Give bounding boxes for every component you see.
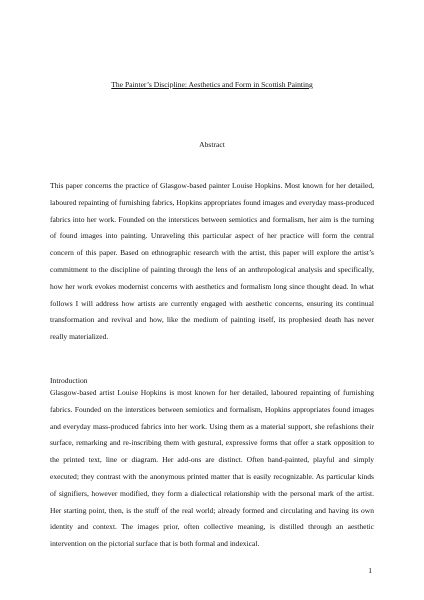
page-number: 1 bbox=[368, 566, 372, 575]
paper-title: The Painter’s Discipline: Aesthetics and Form in Scottish Painting bbox=[111, 80, 313, 89]
abstract-paragraph: This paper concerns the practice of Glasgow-based painter Louise Hopkins. Most known for her detailed, laboured repainting of furnishing fabrics, Hopkins appropriates found images and everyday mass-produced fabrics into her work. Founded on the interstices between semiotics and formalism, her aim is the turning of found images into painting. Unraveling this particular aspect of her practice will form the central concern of this paper. Based on ethnographic research with the artist, this paper will explore the artist’s commitment to the discipline of painting through the lens of an anthropological analysis and specifically, how her work evokes modernist concerns with aesthetics and formalism long since thought dead. In what follows I will address how artists are currently engaged with aesthetic concerns, ensuring its continual transformation and revival and how, like the medium of painting itself, its prophesied death has never really materialized. bbox=[50, 181, 374, 342]
introduction-heading: Introduction bbox=[50, 376, 88, 385]
abstract-heading: Abstract bbox=[199, 140, 225, 149]
introduction-paragraph: Glasgow-based artist Louise Hopkins is most known for her detailed, laboured repainting of furnishing fabrics. Founded on the interstices between semiotics and formalism, Hopkins appropriates found images and everyday mass-produced fabrics into her work. Using them as a material support, she refashions their surface, remarking and re-inscribing them with gestural, expressive forms that offer a stark opposition to the printed text, line or diagram. Her add-ons are distinct. Often hand-painted, playful and simply executed; they contrast with the anonymous printed matter that is easily recognizable. As particular kinds of signifiers, however modified, they form a dialectical relationship with the personal mark of the artist. Her starting point, then, is the stuff of the real world; already formed and circulating and having its own identity and context. The images prior, often collective meaning, is distilled through an aesthetic intervention on the pictorial surface that is both formal and indexical. bbox=[50, 388, 374, 549]
